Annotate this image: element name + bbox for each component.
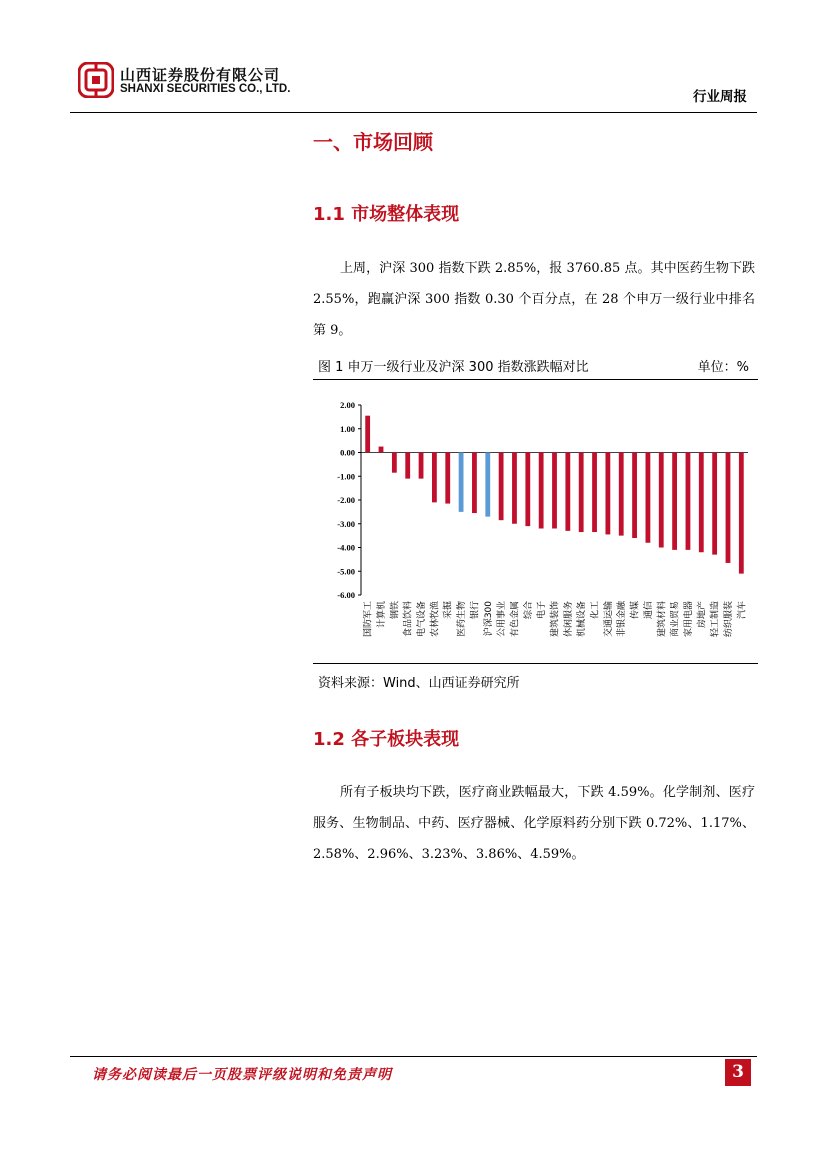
bar <box>726 453 731 563</box>
company-name-cn: 山西证券股份有限公司 <box>120 66 281 84</box>
category-label: 国防军工 <box>363 601 374 638</box>
bar <box>539 453 544 529</box>
category-label: 钢铁 <box>390 601 401 620</box>
category-label: 电子 <box>537 601 548 620</box>
category-label: 机械设备 <box>577 601 588 638</box>
bar <box>392 453 397 473</box>
footer-divider <box>70 1056 757 1057</box>
bar <box>619 453 624 536</box>
category-label: 采掘 <box>443 601 454 620</box>
figure-unit: 单位：% <box>697 360 749 375</box>
category-label: 传媒 <box>630 601 641 620</box>
bar <box>605 453 610 535</box>
header-divider <box>70 112 757 113</box>
category-label: 计算机 <box>377 601 388 629</box>
bar <box>485 453 490 517</box>
y-tick-label: -4.00 <box>337 542 355 553</box>
category-label: 农林牧渔 <box>430 601 441 638</box>
category-label: 银行 <box>470 601 481 620</box>
bar <box>579 453 584 533</box>
y-tick-label: -5.00 <box>337 566 355 577</box>
figure-bottom-rule <box>313 663 758 664</box>
bar <box>445 453 450 504</box>
y-tick-label: -3.00 <box>337 518 355 529</box>
category-label: 轻工制造 <box>710 601 721 638</box>
bar <box>512 453 517 524</box>
category-label: 综合 <box>523 601 534 620</box>
category-label: 家用电器 <box>683 601 694 638</box>
bar <box>499 453 504 521</box>
bar <box>699 453 704 553</box>
section-title: 一、市场回顾 <box>313 130 433 154</box>
category-label: 房地产 <box>697 601 708 629</box>
industry-performance-chart <box>313 381 758 663</box>
category-label: 食品饮料 <box>403 601 414 638</box>
category-label: 休闲服务 <box>563 601 574 638</box>
company-logo-icon <box>78 62 114 98</box>
bar <box>592 453 597 533</box>
y-tick-label: 0.00 <box>340 447 355 458</box>
category-label: 纺织服装 <box>723 601 734 638</box>
category-label: 交通运输 <box>603 601 614 638</box>
category-label: 建筑装饰 <box>550 601 561 638</box>
y-tick-label: -6.00 <box>337 590 355 600</box>
company-name-en: SHANXI SECURITIES CO., LTD. <box>120 83 291 95</box>
bar <box>565 453 570 531</box>
bar <box>459 453 464 512</box>
bar <box>739 453 744 574</box>
figure-top-rule <box>313 379 758 380</box>
subsection-title-1-1: 1.1 市场整体表现 <box>313 204 460 225</box>
bar <box>379 447 384 453</box>
bar <box>686 453 691 550</box>
bar <box>405 453 410 479</box>
category-label: 商业贸易 <box>670 601 681 638</box>
y-tick-label: 1.00 <box>340 423 355 434</box>
subsector-paragraph: 所有子板块均下跌，医疗商业跌幅最大，下跌 4.59%。化学制剂、医疗服务、生物制品、中药、医疗器械、化学原料药分别下跌 0.72%、1.17%、2.58%、2.96%、3.23%、3.86%、4.59%。 <box>313 785 755 862</box>
market-overview-paragraph: 上周，沪深 300 指数下跌 2.85%，报 3760.85 点。其中医药生物下跌 2.55%，跑赢沪深 300 指数 0.30 个百分点，在 28 个申万一级行业中排名第 9。 <box>313 261 755 338</box>
bar <box>432 453 437 503</box>
report-type-label: 行业周报 <box>693 89 747 105</box>
bar <box>552 453 557 529</box>
bar <box>632 453 637 539</box>
category-label: 非银金融 <box>617 601 628 638</box>
category-label: 化工 <box>590 601 601 620</box>
figure-caption: 图 1 申万一级行业及沪深 300 指数涨跌幅对比 <box>318 360 589 375</box>
page-number: 3 <box>725 1059 751 1086</box>
y-tick-label: -2.00 <box>337 495 355 505</box>
bar <box>419 453 424 479</box>
subsection-title-1-2: 1.2 各子板块表现 <box>313 729 460 750</box>
bar <box>365 416 370 453</box>
bar <box>712 453 717 555</box>
category-label: 电气设备 <box>417 601 428 638</box>
y-tick-label: 2.00 <box>340 400 355 410</box>
disclaimer-note: 请务必阅读最后一页股票评级说明和免责声明 <box>92 1067 392 1083</box>
bar <box>525 453 530 527</box>
category-label: 通信 <box>643 601 654 620</box>
y-tick-label: -1.00 <box>337 471 355 482</box>
bar <box>659 453 664 548</box>
category-label: 沪深300 <box>483 601 494 637</box>
bar <box>646 453 651 543</box>
category-label: 公用事业 <box>497 601 508 638</box>
bar <box>672 453 677 550</box>
category-label: 建筑材料 <box>657 601 668 638</box>
figure-source: 资料来源：Wind、山西证券研究所 <box>318 676 520 691</box>
category-label: 汽车 <box>737 601 748 620</box>
category-label: 有色金属 <box>510 601 521 638</box>
category-label: 医药生物 <box>457 601 468 638</box>
bar <box>472 453 477 514</box>
